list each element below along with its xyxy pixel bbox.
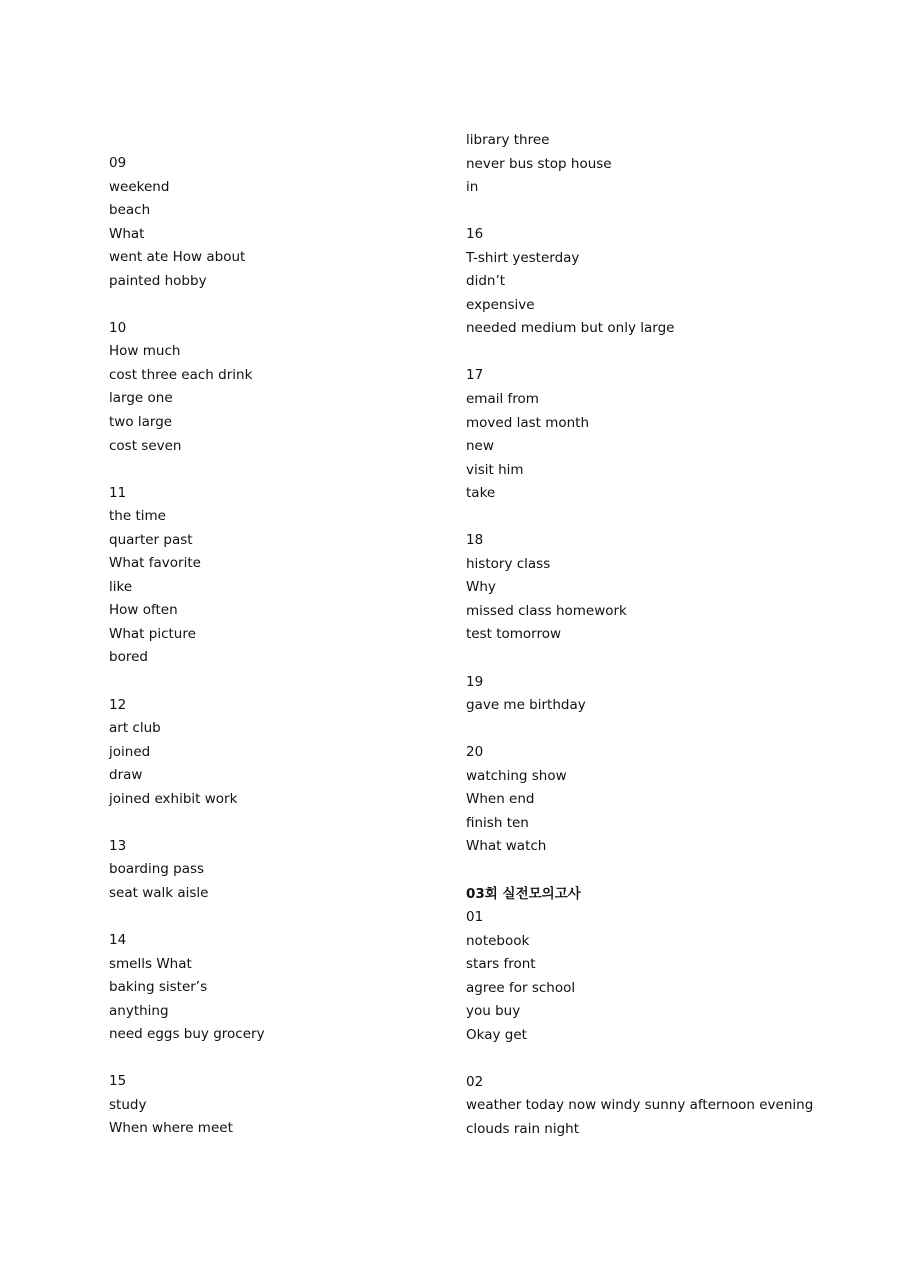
answer-section-15 — [109, 1070, 489, 1141]
section-number: 01 — [466, 909, 484, 926]
section-number: 16 — [466, 226, 484, 243]
exam-heading: 03회 실전모의고사 — [466, 885, 581, 902]
section-number: 15 — [109, 1073, 127, 1090]
answer-line: two large — [109, 414, 173, 431]
answer-line: watching show — [466, 767, 567, 784]
answer-line: How often — [109, 602, 178, 619]
answer-line: need eggs buy grocery — [109, 1026, 265, 1043]
answer-line: large one — [109, 390, 173, 407]
section-gap — [466, 200, 866, 224]
answer-line: clouds rain night — [466, 1120, 580, 1137]
section-gap — [109, 458, 489, 482]
answer-line: What favorite — [109, 555, 201, 572]
answer-section-14 — [109, 929, 489, 1047]
answer-line: What watch — [466, 838, 547, 855]
section-gap — [109, 811, 489, 835]
answer-section-15-continued — [466, 129, 866, 200]
answer-line: gave me birthday — [466, 697, 586, 714]
section-gap — [109, 906, 489, 930]
answer-line: stars front — [466, 956, 536, 973]
answer-line: When where meet — [109, 1120, 233, 1137]
answer-line: weekend — [109, 178, 170, 195]
answer-line: went ate How about — [109, 249, 246, 266]
section-number: 10 — [109, 319, 127, 336]
answer-line: needed medium but only large — [466, 320, 675, 337]
answer-line: finish ten — [466, 814, 529, 831]
answer-line: email from — [466, 391, 539, 408]
answer-line: in — [466, 179, 479, 196]
answer-section-11 — [109, 482, 489, 670]
answer-line: cost seven — [109, 437, 182, 454]
answer-line: didn’t — [466, 273, 506, 290]
answer-line: agree for school — [466, 979, 576, 996]
section-gap — [109, 670, 489, 694]
answer-line: never bus stop house — [466, 155, 612, 172]
answer-line: How much — [109, 343, 181, 360]
section-number: 12 — [109, 696, 127, 713]
answer-line: joined exhibit work — [109, 790, 238, 807]
answer-section-19 — [466, 671, 866, 718]
answer-line: bored — [109, 649, 148, 666]
answer-line: anything — [109, 1002, 169, 1019]
section-number: 19 — [466, 673, 484, 690]
answer-line: test tomorrow — [466, 626, 562, 643]
section-number: 11 — [109, 484, 127, 501]
section-gap — [466, 859, 866, 883]
section-number: 14 — [109, 932, 127, 949]
answer-line: boarding pass — [109, 861, 205, 878]
answer-section-12 — [109, 694, 489, 812]
answer-section-17 — [466, 364, 866, 505]
answer-line: smells What — [109, 955, 192, 972]
answer-section-13 — [109, 835, 489, 906]
section-gap — [109, 293, 489, 317]
answer-line: painted hobby — [109, 272, 207, 289]
answer-section-20 — [466, 741, 866, 859]
answer-line: missed class homework — [466, 602, 627, 619]
section-gap — [109, 1047, 489, 1071]
answer-section-16 — [466, 223, 866, 341]
answer-line: notebook — [466, 932, 530, 949]
answer-line: beach — [109, 202, 151, 219]
answer-line: visit him — [466, 461, 524, 478]
section-gap — [466, 506, 866, 530]
answer-line: like — [109, 578, 133, 595]
answer-line: Why — [466, 579, 496, 596]
answer-line: study — [109, 1096, 147, 1113]
answer-line: seat walk aisle — [109, 884, 209, 901]
exam-section-02 — [466, 1071, 866, 1142]
answer-line: quarter past — [109, 531, 193, 548]
answer-line: you buy — [466, 1003, 521, 1020]
answer-line: history class — [466, 555, 551, 572]
answer-line: expensive — [466, 296, 535, 313]
answer-line: art club — [109, 720, 161, 737]
section-number: 17 — [466, 367, 484, 384]
answer-section-18 — [466, 529, 866, 647]
exam-section-01 — [466, 906, 866, 1047]
answer-line: Okay get — [466, 1026, 527, 1043]
answer-section-10 — [109, 317, 489, 458]
section-number: 02 — [466, 1073, 484, 1090]
answer-line: What picture — [109, 625, 196, 642]
left-column — [109, 152, 489, 1141]
section-number: 09 — [109, 155, 127, 171]
section-gap — [466, 1047, 866, 1071]
answer-line: What — [109, 225, 145, 242]
answer-line: T-shirt yesterday — [466, 249, 580, 266]
right-column — [466, 129, 866, 1142]
section-gap — [466, 341, 866, 365]
answer-line: draw — [109, 767, 143, 784]
answer-line: When end — [466, 791, 535, 808]
answer-line: weather today now windy sunny afternoon evening — [466, 1097, 814, 1114]
section-number: 20 — [466, 744, 484, 761]
answer-line: baking sister’s — [109, 979, 208, 996]
section-number: 13 — [109, 837, 127, 854]
answer-line: take — [466, 485, 496, 502]
answer-line: library three — [466, 132, 550, 148]
answer-line: joined — [109, 743, 151, 760]
section-number: 18 — [466, 532, 484, 549]
answer-line: cost three each drink — [109, 366, 253, 383]
answer-line: new — [466, 438, 494, 455]
section-gap — [466, 718, 866, 742]
answer-line: moved last month — [466, 414, 590, 431]
answer-line: the time — [109, 508, 166, 525]
section-gap — [466, 647, 866, 671]
answer-section-09 — [109, 152, 489, 293]
